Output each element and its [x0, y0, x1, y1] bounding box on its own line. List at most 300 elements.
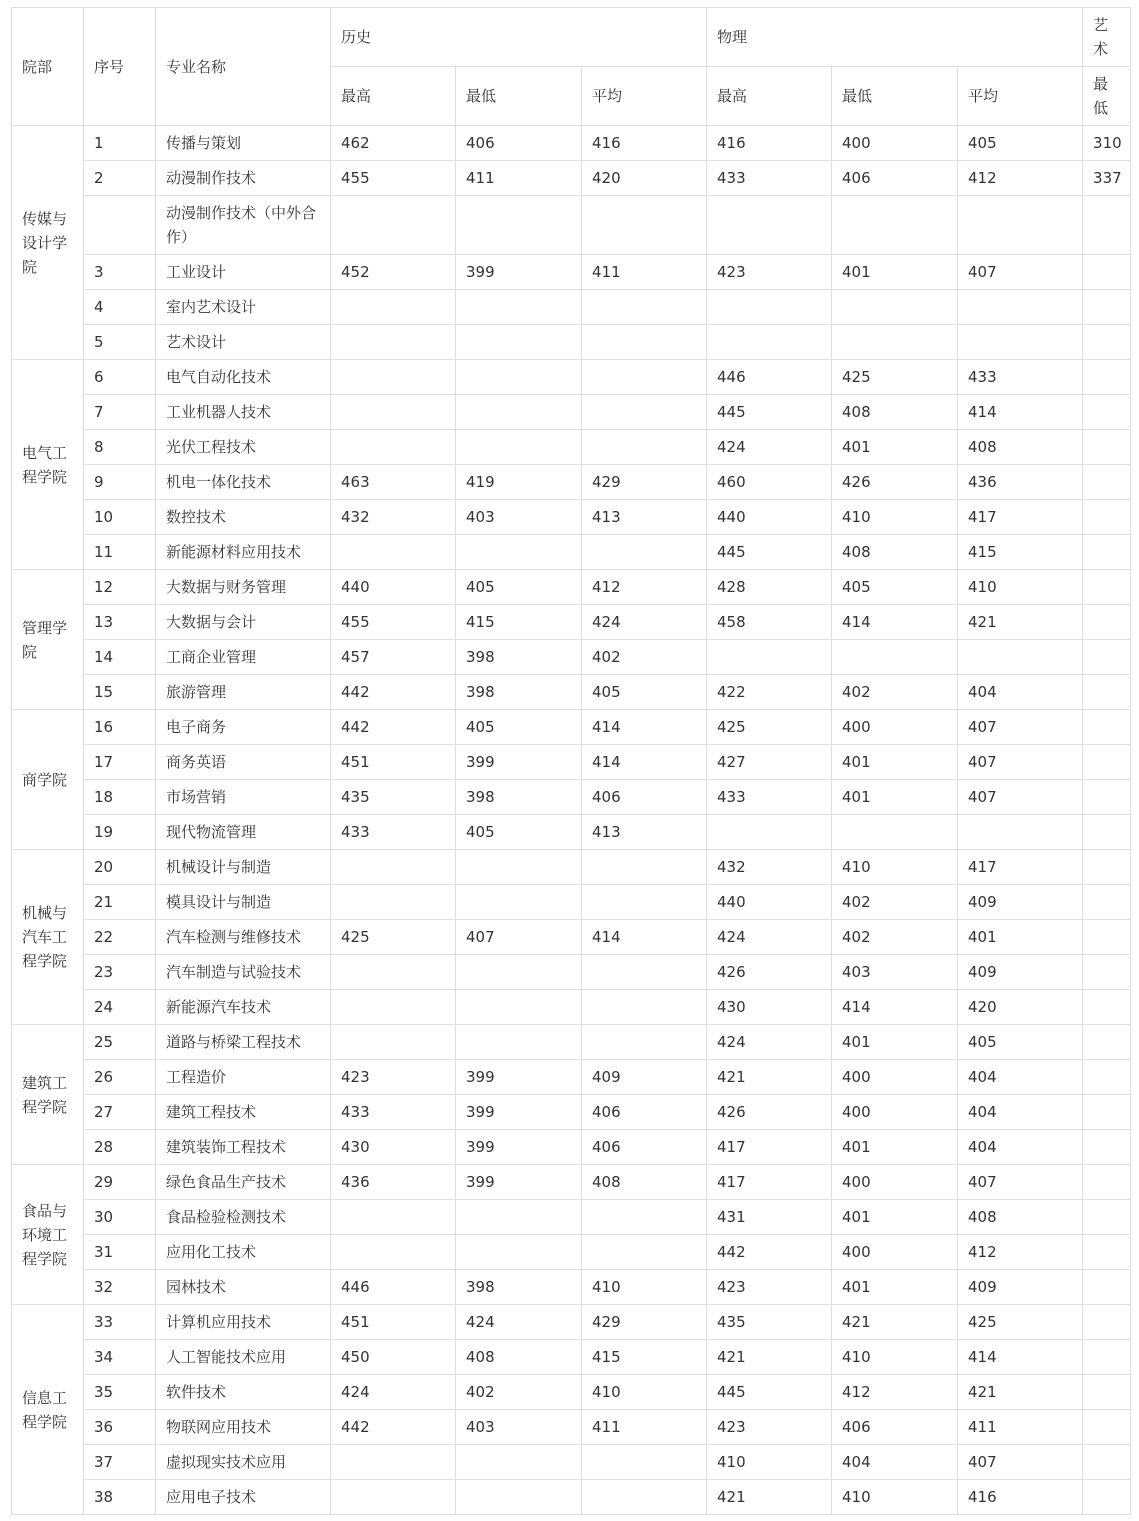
- major-name-cell: 软件技术: [156, 1375, 331, 1410]
- physics-min-cell: 414: [832, 990, 958, 1025]
- physics-avg-cell: 408: [958, 430, 1083, 465]
- physics-avg-cell: 425: [958, 1305, 1083, 1340]
- history-avg-cell: [582, 1025, 707, 1060]
- table-row: [12, 955, 1131, 990]
- row-number-cell: 28: [84, 1130, 156, 1165]
- physics-avg-cell: 420: [958, 990, 1083, 1025]
- header-row-groups: [12, 8, 1131, 67]
- major-name-cell: 汽车制造与试验技术: [156, 955, 331, 990]
- history-min-cell: 399: [456, 1060, 582, 1095]
- physics-min-cell: [832, 290, 958, 325]
- history-min-cell: [456, 1025, 582, 1060]
- physics-min-cell: [832, 815, 958, 850]
- history-avg-cell: [582, 325, 707, 360]
- physics-min-cell: 410: [832, 500, 958, 535]
- physics-avg-cell: 408: [958, 1200, 1083, 1235]
- history-max-cell: 424: [331, 1375, 456, 1410]
- major-name-cell: 建筑工程技术: [156, 1095, 331, 1130]
- history-min-cell: [456, 1445, 582, 1480]
- physics-min-cell: 414: [832, 605, 958, 640]
- art-min-cell: [1083, 255, 1131, 290]
- history-min-cell: [456, 395, 582, 430]
- physics-max-cell: 428: [707, 570, 832, 605]
- physics-avg-cell: 409: [958, 1270, 1083, 1305]
- row-number-cell: 13: [84, 605, 156, 640]
- history-avg-cell: [582, 290, 707, 325]
- physics-min-cell: 410: [832, 1480, 958, 1515]
- history-avg-cell: [582, 1200, 707, 1235]
- history-min-cell: 408: [456, 1340, 582, 1375]
- history-min-cell: 411: [456, 161, 582, 196]
- major-name-cell: 应用电子技术: [156, 1480, 331, 1515]
- row-number-cell: 10: [84, 500, 156, 535]
- table-row: [12, 1305, 1131, 1340]
- history-max-cell: [331, 1480, 456, 1515]
- physics-max-cell: 417: [707, 1165, 832, 1200]
- physics-avg-cell: [958, 640, 1083, 675]
- row-number-cell: 24: [84, 990, 156, 1025]
- art-min-cell: [1083, 325, 1131, 360]
- physics-min-cell: 425: [832, 360, 958, 395]
- history-min-cell: 405: [456, 570, 582, 605]
- art-min-cell: [1083, 1410, 1131, 1445]
- history-min-cell: 399: [456, 1165, 582, 1200]
- table-row: [12, 395, 1131, 430]
- major-name-cell: 大数据与财务管理: [156, 570, 331, 605]
- physics-avg-cell: 436: [958, 465, 1083, 500]
- header-no: 序号: [84, 8, 156, 126]
- major-name-cell: 工业设计: [156, 255, 331, 290]
- physics-max-cell: 445: [707, 1375, 832, 1410]
- history-avg-cell: [582, 885, 707, 920]
- history-min-cell: 419: [456, 465, 582, 500]
- history-min-cell: [456, 196, 582, 255]
- art-min-cell: [1083, 745, 1131, 780]
- physics-max-cell: 421: [707, 1060, 832, 1095]
- history-max-cell: 425: [331, 920, 456, 955]
- header-physics-min: 最低: [832, 67, 958, 126]
- table-row: [12, 1130, 1131, 1165]
- history-max-cell: 462: [331, 126, 456, 161]
- table-row: [12, 1375, 1131, 1410]
- history-avg-cell: [582, 850, 707, 885]
- header-physics: 物理: [707, 8, 1083, 67]
- physics-min-cell: 426: [832, 465, 958, 500]
- physics-avg-cell: 404: [958, 1095, 1083, 1130]
- table-row: [12, 1235, 1131, 1270]
- art-min-cell: [1083, 360, 1131, 395]
- history-max-cell: [331, 1200, 456, 1235]
- table-row: [12, 1060, 1131, 1095]
- row-number-cell: 23: [84, 955, 156, 990]
- history-min-cell: [456, 360, 582, 395]
- row-number-cell: 26: [84, 1060, 156, 1095]
- physics-min-cell: 403: [832, 955, 958, 990]
- table-row: [12, 920, 1131, 955]
- table-row: [12, 1270, 1131, 1305]
- header-history: 历史: [331, 8, 707, 67]
- physics-avg-cell: 416: [958, 1480, 1083, 1515]
- history-min-cell: 398: [456, 1270, 582, 1305]
- history-avg-cell: [582, 1235, 707, 1270]
- table-row: [12, 1095, 1131, 1130]
- physics-avg-cell: 409: [958, 885, 1083, 920]
- physics-max-cell: 431: [707, 1200, 832, 1235]
- history-min-cell: [456, 325, 582, 360]
- table-row: [12, 570, 1131, 605]
- row-number-cell: 3: [84, 255, 156, 290]
- art-min-cell: [1083, 955, 1131, 990]
- physics-max-cell: 442: [707, 1235, 832, 1270]
- history-max-cell: 457: [331, 640, 456, 675]
- physics-avg-cell: 411: [958, 1410, 1083, 1445]
- major-name-cell: 艺术设计: [156, 325, 331, 360]
- physics-min-cell: 400: [832, 126, 958, 161]
- row-number-cell: 4: [84, 290, 156, 325]
- row-number-cell: 27: [84, 1095, 156, 1130]
- history-avg-cell: 409: [582, 1060, 707, 1095]
- history-min-cell: [456, 1235, 582, 1270]
- major-name-cell: 工程造价: [156, 1060, 331, 1095]
- history-avg-cell: 405: [582, 675, 707, 710]
- physics-avg-cell: 414: [958, 1340, 1083, 1375]
- table-row: [12, 535, 1131, 570]
- history-max-cell: [331, 430, 456, 465]
- major-name-cell: 物联网应用技术: [156, 1410, 331, 1445]
- physics-min-cell: 401: [832, 255, 958, 290]
- history-avg-cell: 414: [582, 710, 707, 745]
- physics-max-cell: 445: [707, 535, 832, 570]
- physics-avg-cell: 405: [958, 1025, 1083, 1060]
- art-min-cell: [1083, 1025, 1131, 1060]
- row-number-cell: 32: [84, 1270, 156, 1305]
- row-number-cell: 34: [84, 1340, 156, 1375]
- table-row: [12, 640, 1131, 675]
- history-max-cell: [331, 990, 456, 1025]
- physics-min-cell: 400: [832, 710, 958, 745]
- table-row: [12, 780, 1131, 815]
- major-name-cell: 工商企业管理: [156, 640, 331, 675]
- art-min-cell: 337: [1083, 161, 1131, 196]
- physics-max-cell: 421: [707, 1480, 832, 1515]
- physics-min-cell: 408: [832, 395, 958, 430]
- history-avg-cell: 406: [582, 1095, 707, 1130]
- admission-score-table: [11, 7, 1131, 1515]
- table-row: [12, 255, 1131, 290]
- college-cell: 商学院: [12, 710, 84, 850]
- major-name-cell: 汽车检测与维修技术: [156, 920, 331, 955]
- art-min-cell: [1083, 1200, 1131, 1235]
- history-min-cell: 424: [456, 1305, 582, 1340]
- table-body: [12, 126, 1131, 1515]
- table-row: [12, 710, 1131, 745]
- history-avg-cell: 408: [582, 1165, 707, 1200]
- physics-max-cell: 433: [707, 161, 832, 196]
- art-min-cell: [1083, 290, 1131, 325]
- physics-min-cell: 400: [832, 1165, 958, 1200]
- major-name-cell: 建筑装饰工程技术: [156, 1130, 331, 1165]
- table-row: [12, 196, 1131, 255]
- history-avg-cell: 413: [582, 815, 707, 850]
- history-min-cell: 407: [456, 920, 582, 955]
- physics-max-cell: 426: [707, 955, 832, 990]
- history-min-cell: [456, 290, 582, 325]
- physics-avg-cell: 417: [958, 850, 1083, 885]
- header-history-max: 最高: [331, 67, 456, 126]
- major-name-cell: 大数据与会计: [156, 605, 331, 640]
- art-min-cell: [1083, 920, 1131, 955]
- art-min-cell: [1083, 1305, 1131, 1340]
- physics-min-cell: 410: [832, 850, 958, 885]
- college-cell: 电气工程学院: [12, 360, 84, 570]
- major-name-cell: 食品检验检测技术: [156, 1200, 331, 1235]
- table-row: [12, 675, 1131, 710]
- major-name-cell: 工业机器人技术: [156, 395, 331, 430]
- physics-min-cell: 400: [832, 1060, 958, 1095]
- history-max-cell: 446: [331, 1270, 456, 1305]
- history-avg-cell: 414: [582, 745, 707, 780]
- history-avg-cell: [582, 430, 707, 465]
- major-name-cell: 计算机应用技术: [156, 1305, 331, 1340]
- table-row: [12, 605, 1131, 640]
- history-max-cell: [331, 325, 456, 360]
- history-min-cell: 399: [456, 255, 582, 290]
- physics-min-cell: 401: [832, 1200, 958, 1235]
- physics-avg-cell: 417: [958, 500, 1083, 535]
- physics-max-cell: 427: [707, 745, 832, 780]
- history-min-cell: [456, 850, 582, 885]
- major-name-cell: 园林技术: [156, 1270, 331, 1305]
- history-min-cell: [456, 955, 582, 990]
- table-row: [12, 745, 1131, 780]
- history-max-cell: 455: [331, 161, 456, 196]
- physics-min-cell: 408: [832, 535, 958, 570]
- history-min-cell: 406: [456, 126, 582, 161]
- physics-min-cell: 401: [832, 1130, 958, 1165]
- history-min-cell: 398: [456, 780, 582, 815]
- history-avg-cell: 429: [582, 1305, 707, 1340]
- physics-max-cell: 423: [707, 1410, 832, 1445]
- row-number-cell: 15: [84, 675, 156, 710]
- row-number-cell: 8: [84, 430, 156, 465]
- physics-avg-cell: 421: [958, 1375, 1083, 1410]
- history-min-cell: 403: [456, 500, 582, 535]
- history-max-cell: 455: [331, 605, 456, 640]
- history-max-cell: [331, 1025, 456, 1060]
- table-row: [12, 465, 1131, 500]
- history-max-cell: [331, 535, 456, 570]
- history-avg-cell: 411: [582, 255, 707, 290]
- physics-max-cell: 423: [707, 1270, 832, 1305]
- physics-max-cell: 460: [707, 465, 832, 500]
- physics-avg-cell: 412: [958, 1235, 1083, 1270]
- physics-min-cell: 402: [832, 675, 958, 710]
- row-number-cell: 30: [84, 1200, 156, 1235]
- row-number-cell: 18: [84, 780, 156, 815]
- history-max-cell: 435: [331, 780, 456, 815]
- major-name-cell: 新能源材料应用技术: [156, 535, 331, 570]
- physics-max-cell: 417: [707, 1130, 832, 1165]
- art-min-cell: [1083, 196, 1131, 255]
- physics-min-cell: 410: [832, 1340, 958, 1375]
- physics-avg-cell: 404: [958, 1130, 1083, 1165]
- art-min-cell: 310: [1083, 126, 1131, 161]
- art-min-cell: [1083, 815, 1131, 850]
- history-avg-cell: [582, 1445, 707, 1480]
- physics-min-cell: 401: [832, 1025, 958, 1060]
- major-name-cell: 动漫制作技术: [156, 161, 331, 196]
- physics-max-cell: 421: [707, 1340, 832, 1375]
- physics-max-cell: 425: [707, 710, 832, 745]
- history-max-cell: 436: [331, 1165, 456, 1200]
- history-min-cell: 405: [456, 815, 582, 850]
- table-row: [12, 1340, 1131, 1375]
- history-avg-cell: [582, 360, 707, 395]
- row-number-cell: 29: [84, 1165, 156, 1200]
- row-number-cell: 1: [84, 126, 156, 161]
- history-min-cell: [456, 990, 582, 1025]
- major-name-cell: 道路与桥梁工程技术: [156, 1025, 331, 1060]
- art-min-cell: [1083, 465, 1131, 500]
- history-avg-cell: 413: [582, 500, 707, 535]
- physics-min-cell: 404: [832, 1445, 958, 1480]
- art-min-cell: [1083, 500, 1131, 535]
- table-row: [12, 1165, 1131, 1200]
- physics-avg-cell: [958, 196, 1083, 255]
- history-max-cell: 451: [331, 1305, 456, 1340]
- header-major: 专业名称: [156, 8, 331, 126]
- history-min-cell: [456, 1200, 582, 1235]
- physics-min-cell: 401: [832, 430, 958, 465]
- history-min-cell: 402: [456, 1375, 582, 1410]
- history-avg-cell: 411: [582, 1410, 707, 1445]
- art-min-cell: [1083, 675, 1131, 710]
- major-name-cell: 人工智能技术应用: [156, 1340, 331, 1375]
- header-history-min: 最低: [456, 67, 582, 126]
- table-row: [12, 850, 1131, 885]
- history-min-cell: [456, 885, 582, 920]
- major-name-cell: 传播与策划: [156, 126, 331, 161]
- history-max-cell: 433: [331, 815, 456, 850]
- history-avg-cell: 415: [582, 1340, 707, 1375]
- history-min-cell: [456, 430, 582, 465]
- art-min-cell: [1083, 605, 1131, 640]
- major-name-cell: 光伏工程技术: [156, 430, 331, 465]
- physics-avg-cell: 415: [958, 535, 1083, 570]
- physics-avg-cell: 409: [958, 955, 1083, 990]
- table-row: [12, 1410, 1131, 1445]
- history-min-cell: 403: [456, 1410, 582, 1445]
- physics-max-cell: 445: [707, 395, 832, 430]
- history-max-cell: [331, 885, 456, 920]
- table-row: [12, 126, 1131, 161]
- art-min-cell: [1083, 990, 1131, 1025]
- physics-max-cell: 432: [707, 850, 832, 885]
- history-min-cell: 398: [456, 640, 582, 675]
- history-max-cell: 433: [331, 1095, 456, 1130]
- row-number-cell: 21: [84, 885, 156, 920]
- physics-avg-cell: 414: [958, 395, 1083, 430]
- history-min-cell: 399: [456, 1095, 582, 1130]
- physics-avg-cell: 407: [958, 710, 1083, 745]
- art-min-cell: [1083, 710, 1131, 745]
- physics-avg-cell: 407: [958, 1165, 1083, 1200]
- college-cell: 信息工程学院: [12, 1305, 84, 1515]
- art-min-cell: [1083, 1480, 1131, 1515]
- history-max-cell: [331, 850, 456, 885]
- header-art-min: 最低: [1083, 67, 1131, 126]
- physics-min-cell: 400: [832, 1095, 958, 1130]
- physics-max-cell: 446: [707, 360, 832, 395]
- row-number-cell: [84, 196, 156, 255]
- history-max-cell: 463: [331, 465, 456, 500]
- history-avg-cell: 406: [582, 1130, 707, 1165]
- history-avg-cell: [582, 535, 707, 570]
- physics-avg-cell: 407: [958, 255, 1083, 290]
- college-cell: 机械与汽车工程学院: [12, 850, 84, 1025]
- history-max-cell: [331, 1235, 456, 1270]
- table-row: [12, 1025, 1131, 1060]
- art-min-cell: [1083, 640, 1131, 675]
- college-cell: 建筑工程学院: [12, 1025, 84, 1165]
- history-avg-cell: [582, 1480, 707, 1515]
- history-min-cell: 405: [456, 710, 582, 745]
- history-min-cell: 399: [456, 1130, 582, 1165]
- art-min-cell: [1083, 885, 1131, 920]
- row-number-cell: 11: [84, 535, 156, 570]
- physics-avg-cell: [958, 325, 1083, 360]
- major-name-cell: 数控技术: [156, 500, 331, 535]
- physics-max-cell: [707, 640, 832, 675]
- table-row: [12, 500, 1131, 535]
- row-number-cell: 17: [84, 745, 156, 780]
- history-max-cell: 442: [331, 710, 456, 745]
- history-min-cell: 415: [456, 605, 582, 640]
- major-name-cell: 电子商务: [156, 710, 331, 745]
- major-name-cell: 模具设计与制造: [156, 885, 331, 920]
- row-number-cell: 9: [84, 465, 156, 500]
- physics-avg-cell: 404: [958, 675, 1083, 710]
- major-name-cell: 室内艺术设计: [156, 290, 331, 325]
- history-max-cell: [331, 360, 456, 395]
- physics-max-cell: [707, 325, 832, 360]
- physics-avg-cell: 407: [958, 1445, 1083, 1480]
- art-min-cell: [1083, 395, 1131, 430]
- history-avg-cell: 420: [582, 161, 707, 196]
- physics-avg-cell: [958, 815, 1083, 850]
- major-name-cell: 机械设计与制造: [156, 850, 331, 885]
- row-number-cell: 22: [84, 920, 156, 955]
- row-number-cell: 37: [84, 1445, 156, 1480]
- physics-max-cell: 435: [707, 1305, 832, 1340]
- physics-min-cell: 406: [832, 161, 958, 196]
- physics-max-cell: 416: [707, 126, 832, 161]
- header-history-avg: 平均: [582, 67, 707, 126]
- art-min-cell: [1083, 1165, 1131, 1200]
- table-row: [12, 1480, 1131, 1515]
- table-row: [12, 325, 1131, 360]
- history-min-cell: [456, 535, 582, 570]
- history-avg-cell: 410: [582, 1375, 707, 1410]
- college-cell: 管理学院: [12, 570, 84, 710]
- row-number-cell: 25: [84, 1025, 156, 1060]
- table-row: [12, 990, 1131, 1025]
- physics-avg-cell: [958, 290, 1083, 325]
- history-max-cell: 430: [331, 1130, 456, 1165]
- history-avg-cell: 416: [582, 126, 707, 161]
- major-name-cell: 市场营销: [156, 780, 331, 815]
- art-min-cell: [1083, 1060, 1131, 1095]
